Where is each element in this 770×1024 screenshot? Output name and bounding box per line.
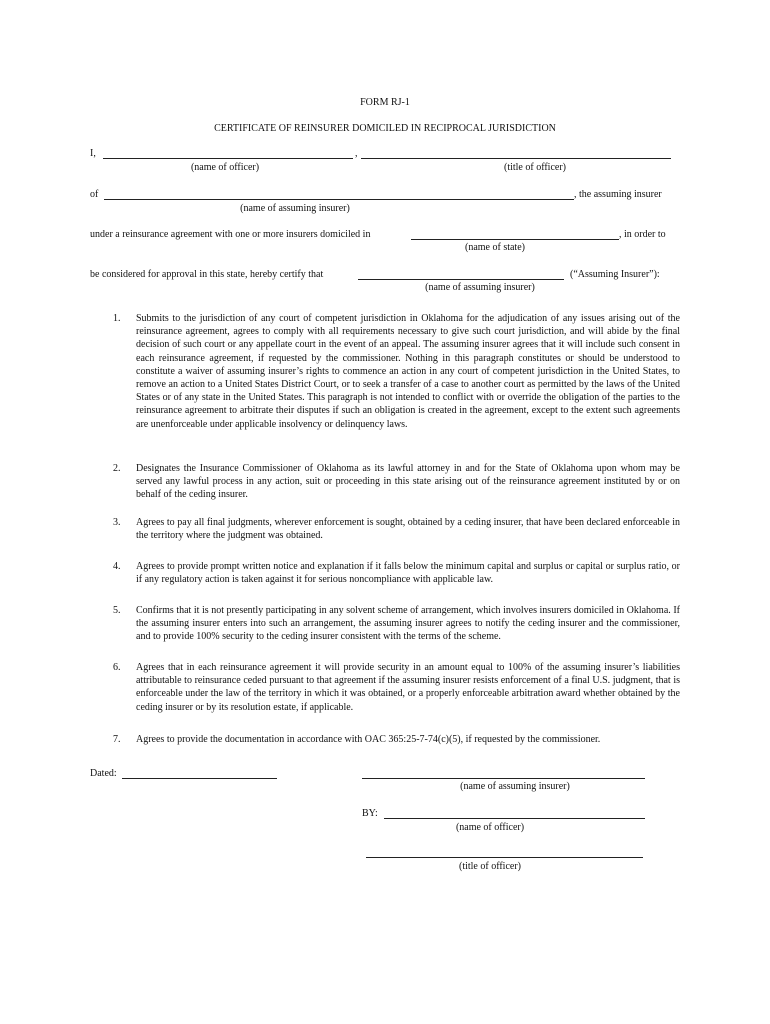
item-text: Agrees to provide prompt written notice and explanation if it falls below the minimum capital and surplus or capital or surplus ratio, or if any regulatory action is taken against it for serious noncompliance with applicable law. <box>136 561 680 586</box>
item-text: Submits to the jurisdiction of any court of competent jurisdiction in Oklahoma for the adjudication of any issues arising out of the reinsurance agreement, agrees to comply with all requirements necessary to give such court jurisdiction, and will abide by the final decision of such court or any appellate court in the event of an appeal. The assuming insurer agrees that it will include such consent in each reinsurance agreement, if requested by the commissioner. Nothing in this paragraph constitutes or should be understood to constitute a waiver of assuming insurer’s rights to commence an action in any court of competent jurisdiction in the United States, to remove an action to a United States District Court, or to seek a transfer of a case to another court as permitted by the laws of the United States or of any state in the United States. This paragraph is not intended to conflict with or override the obligation of the parties to the reinsurance agreement to arbitrate their disputes if such an obligation is created in the agreement, except to the extent such agreements are unenforceable under applicable insolvency or delinquency laws. <box>136 313 680 430</box>
item-text: Agrees that in each reinsurance agreement it will provide security in an amount equal to 100% of the assuming insurer’s liabilities attributable to reinsurance ceded pursuant to that agreement if the assuming insurer resists enforcement of a final U.S. judgment, that is enforceable under the law of the territory in which it was obtained, or a properly enforceable arbitration award whether obtained by the ceding insurer or by its resolution estate, if applicable. <box>136 662 680 713</box>
form-title: CERTIFICATE OF REINSURER DOMICILED IN RECIPROCAL JURISDICTION <box>214 123 556 134</box>
item-number: 4. <box>113 561 121 572</box>
signature-name-of-assuming-insurer-label: (name of assuming insurer) <box>460 781 570 792</box>
item-text: Agrees to provide the documentation in accordance with OAC 365:25-7-74(c)(5), if requested by the commissioner. <box>136 734 601 745</box>
name-of-assuming-insurer-label-2: (name of assuming insurer) <box>425 282 535 293</box>
by-label: BY: <box>362 808 378 819</box>
in-order-to: , in order to <box>619 229 666 240</box>
item-number: 7. <box>113 734 121 745</box>
signature-insurer-line[interactable] <box>362 778 645 779</box>
item-number: 1. <box>113 313 121 324</box>
assuming-insurer-suffix: , the assuming insurer <box>574 189 662 200</box>
signature-name-of-officer-label: (name of officer) <box>455 822 525 833</box>
reinsurance-text: under a reinsurance agreement with one or more insurers domiciled in <box>90 229 371 240</box>
officer-title-line[interactable] <box>361 158 671 159</box>
form-id: FORM RJ-1 <box>360 97 410 108</box>
comma: , <box>355 148 358 159</box>
of-prefix: of <box>90 189 99 200</box>
dated-line[interactable] <box>122 778 277 779</box>
state-line[interactable] <box>411 239 619 240</box>
item-text: Agrees to pay all final judgments, wherever enforcement is sought, obtained by a ceding insurer, that have been declared enforceable in the territory where the judgment was obtained. <box>136 517 680 542</box>
dated-label: Dated: <box>90 768 117 779</box>
officer-name-line[interactable] <box>103 158 353 159</box>
signature-title-of-officer-label: (title of officer) <box>458 861 521 872</box>
item-number: 6. <box>113 662 121 673</box>
assuming-insurer-line[interactable] <box>104 199 574 200</box>
item-number: 5. <box>113 605 121 616</box>
name-of-assuming-insurer-label: (name of assuming insurer) <box>240 203 350 214</box>
title-of-officer-label: (title of officer) <box>503 162 566 173</box>
assuming-insurer-quote: (“Assuming Insurer”): <box>570 269 660 280</box>
name-of-state-label: (name of state) <box>465 242 525 253</box>
item-number: 3. <box>113 517 121 528</box>
item-number: 2. <box>113 463 121 474</box>
item-text: Confirms that it is not presently participating in any solvent scheme of arrangement, which involves insurers domiciled in Oklahoma. If the assuming insurer enters into such an arrangement, the assuming insurer agrees to notify the ceding insurer and the commissioner, and to provide 100% security to the ceding insurer consistent with the terms of the scheme. <box>136 605 680 643</box>
name-of-officer-label: (name of officer) <box>190 162 260 173</box>
item-text: Designates the Insurance Commissioner of Oklahoma as its lawful attorney in and for the State of Oklahoma upon whom may be served any lawful process in any action, suit or proceeding in this state arising out of the reinsurance agreement instituted by or on behalf of the ceding insurer. <box>136 463 680 501</box>
by-officer-line[interactable] <box>384 818 645 819</box>
officer-title-signature-line[interactable] <box>366 857 643 858</box>
certify-insurer-line[interactable] <box>358 279 564 280</box>
approval-text: be considered for approval in this state, hereby certify that <box>90 269 324 280</box>
officer-prefix: I, <box>90 148 96 159</box>
